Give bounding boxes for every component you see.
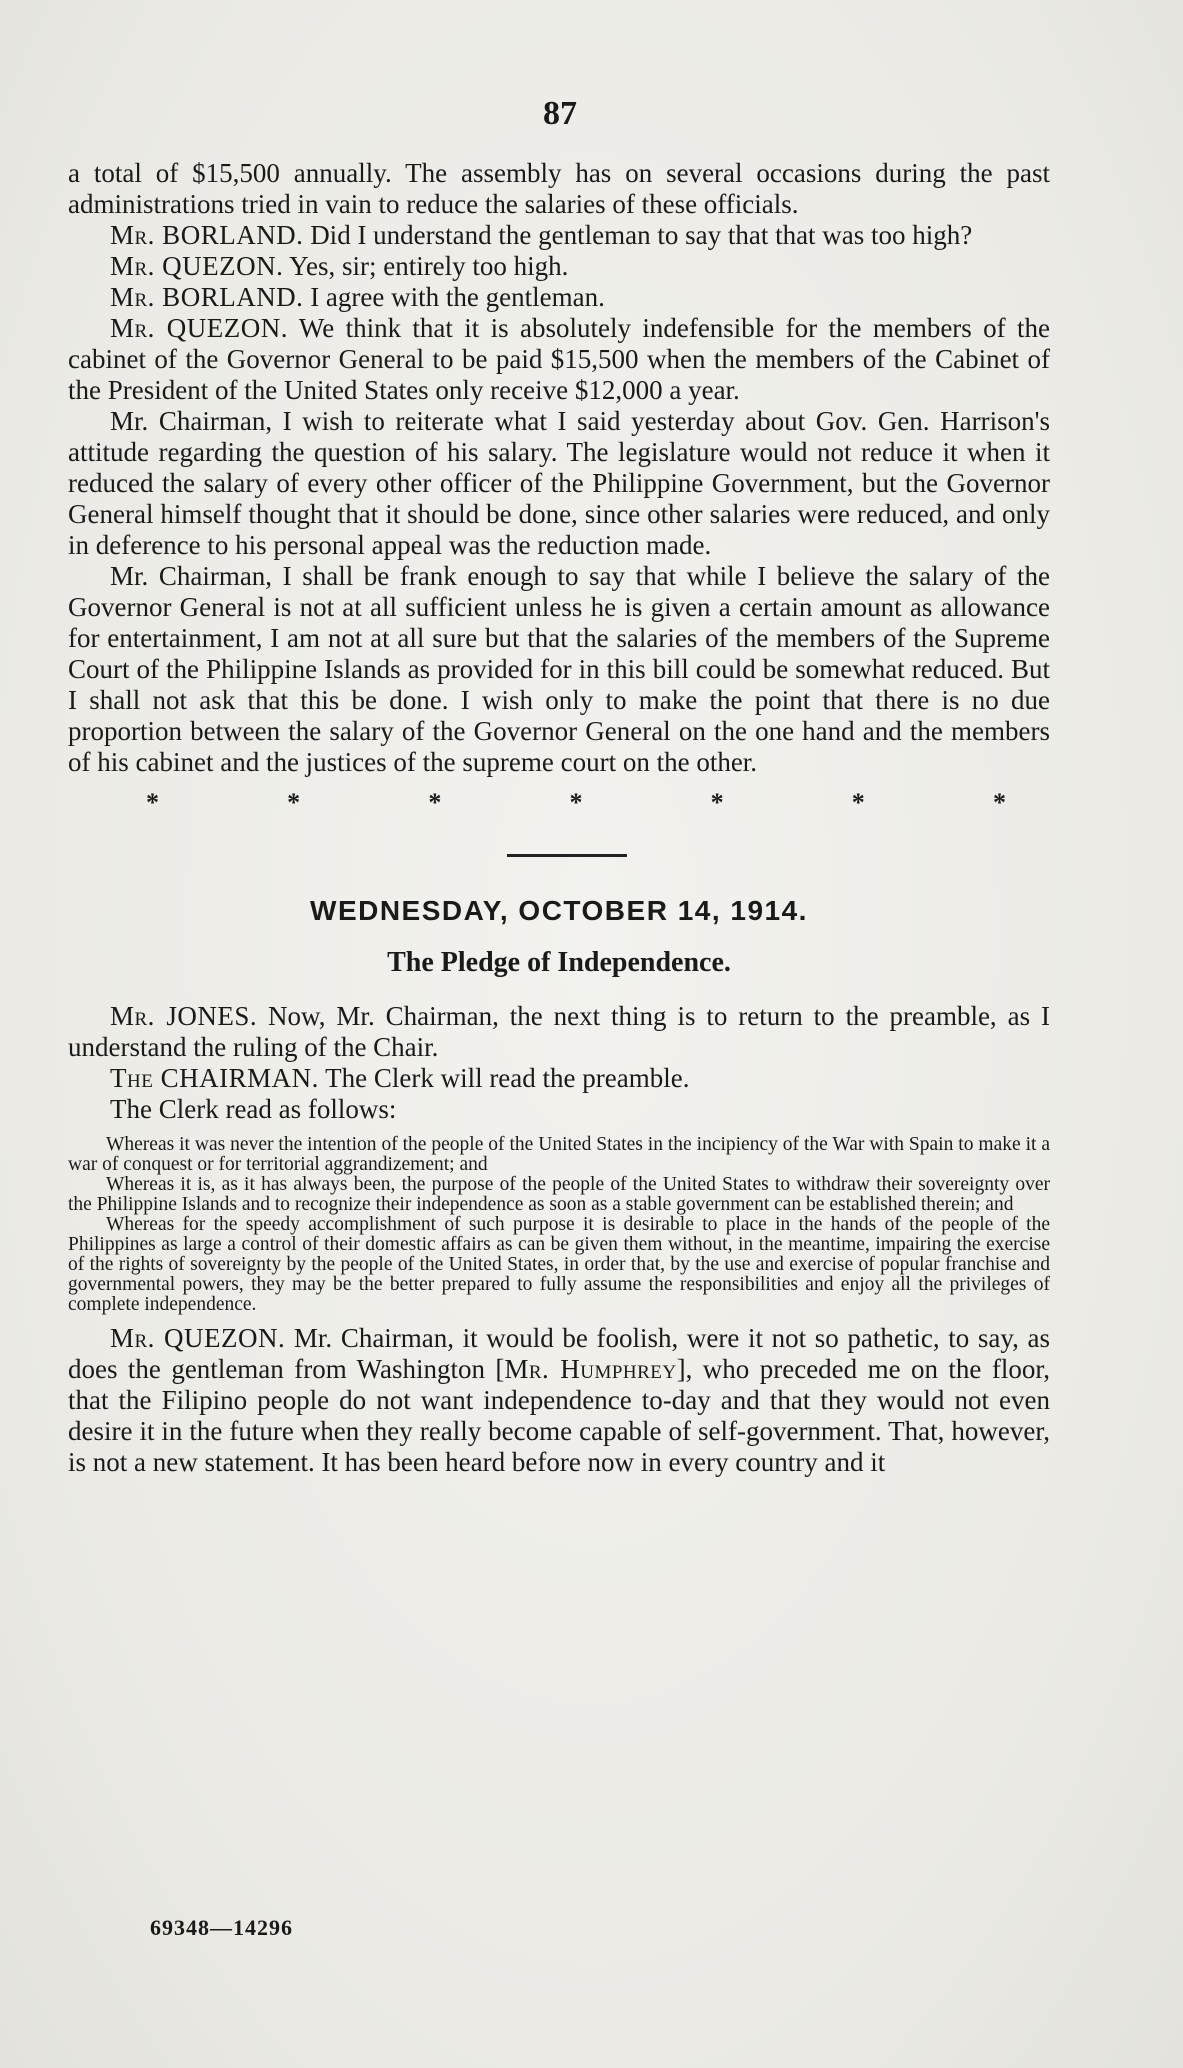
paragraph-text: ], who preceded me on the floor, that the Filipino people do not want independence to-day and that they would not even desire it in the future when they really become capable of self-government. That, however, is not a new statement. It has been heard before now in every country and it <box>68 1354 1050 1477</box>
top-paragraphs <box>68 158 1050 778</box>
paragraph <box>68 406 1050 561</box>
paragraph-text: Mr. Chairman, I shall be frank enough to say that while I believe the salary of the Governor General is not at all sufficient unless he is given a certain amount as allowance for entertainment, I am not at all sure but that the salaries of the members of the Supreme Court of the Philippine Islands as provided for in this bill could be somewhat reduced. But I shall not ask that this be done. I wish only to make the point that there is no due proportion between the salary of the Governor General on the one hand and the members of his cabinet and the justices of the supreme court on the other. <box>68 561 1050 777</box>
speaker-name: Mr. JONES. <box>110 1001 258 1031</box>
speaker-name: Mr. QUEZON. <box>110 1323 286 1353</box>
paragraph <box>68 282 1050 313</box>
preamble-clause: Whereas it was never the intention of the people of the United States in the incipiency of the War with Spain to make it a war of conquest or for territorial aggrandizement; and <box>68 1134 1050 1175</box>
horizontal-rule <box>507 854 627 857</box>
closing-paragraph <box>68 1323 1050 1478</box>
print-code: 69348—14296 <box>150 1915 293 1940</box>
paragraph-text: Mr. Chairman, I wish to reiterate what I said yesterday about Gov. Gen. Harrison's attitude regarding the question of his salary. The legislature would not reduce it when it reduced the salary of every other officer of the Philippine Government, but the Governor General himself thought that it should be done, since other salaries were reduced, and only in deference to his personal appeal was the reduction made. <box>68 406 1050 560</box>
date-heading: WEDNESDAY, OCTOBER 14, 1914. <box>310 895 808 926</box>
section-break-stars <box>146 788 1006 818</box>
paragraph-text: Yes, sir; entirely too high. <box>283 251 569 281</box>
speaker-name: Mr. QUEZON. <box>110 313 289 343</box>
paragraph <box>68 313 1050 406</box>
speaker-name: Mr. BORLAND. <box>110 282 304 312</box>
paragraph <box>68 1063 1050 1094</box>
speaker-name: The CHAIRMAN. <box>110 1063 319 1093</box>
page-number: 87 <box>543 95 577 132</box>
paragraph <box>68 220 1050 251</box>
star: * <box>569 788 583 817</box>
paragraph <box>68 561 1050 778</box>
star: * <box>146 788 159 817</box>
preamble-clause: Whereas for the speedy accomplishment of such purpose it is desirable to place in the hands of the people of the Philippines as large a control of their domestic affairs as can be given them without, in the meantime, impairing the exercise of the rights of sovereignty by the people of the United States, in order that, by the use and exercise of popular franchise and governmental powers, they may be the better prepared to fully assume the responsibilities and enjoy all the privileges of complete independence. <box>68 1214 1050 1315</box>
paragraph <box>68 1094 1050 1125</box>
section-title: The Pledge of Independence. <box>387 947 731 978</box>
speaker-reference: Mr. Humphrey <box>504 1354 677 1384</box>
text-body <box>68 158 1050 1478</box>
star: * <box>428 788 442 817</box>
paragraph-text: Mr. Chairman, it would be foolish, were it not so pathetic, to say, as does the gentleman from Washington [ <box>68 1323 1050 1384</box>
paragraph-text: I agree with the gentleman. <box>303 282 605 312</box>
star: * <box>992 788 1006 817</box>
paragraph-text: We think that it is absolutely indefensible for the members of the cabinet of the Governor General to be paid $15,500 when the members of the Cabinet of the President of the United States only receive $12,000 a year. <box>68 313 1050 405</box>
mid-paragraphs <box>68 1001 1050 1125</box>
preamble-clause: Whereas it is, as it has always been, the purpose of the people of the United States to withdraw their sovereignty over the Philippine Islands and to recognize their independence as soon as a stable government can be established therein; and <box>68 1174 1050 1215</box>
paragraph-text: The Clerk read as follows: <box>110 1094 397 1124</box>
star: * <box>287 788 301 817</box>
star: * <box>851 788 865 817</box>
paragraph <box>68 1001 1050 1063</box>
speaker-name: Mr. QUEZON. <box>110 251 284 281</box>
star: * <box>710 788 724 817</box>
paragraph <box>68 158 1050 220</box>
paragraph <box>68 251 1050 282</box>
preamble-quote <box>68 1135 1050 1315</box>
paragraph-text: Did I understand the gentleman to say that that was too high? <box>303 220 973 250</box>
paragraph-text: The Clerk will read the preamble. <box>318 1063 690 1093</box>
paragraph-text: Now, Mr. Chairman, the next thing is to return to the preamble, as I understand the ruling of the Chair. <box>68 1001 1050 1062</box>
speaker-name: Mr. BORLAND. <box>110 220 304 250</box>
paragraph-text: a total of $15,500 annually. The assembly has on several occasions during the past administrations tried in vain to reduce the salaries of these officials. <box>68 158 1050 219</box>
